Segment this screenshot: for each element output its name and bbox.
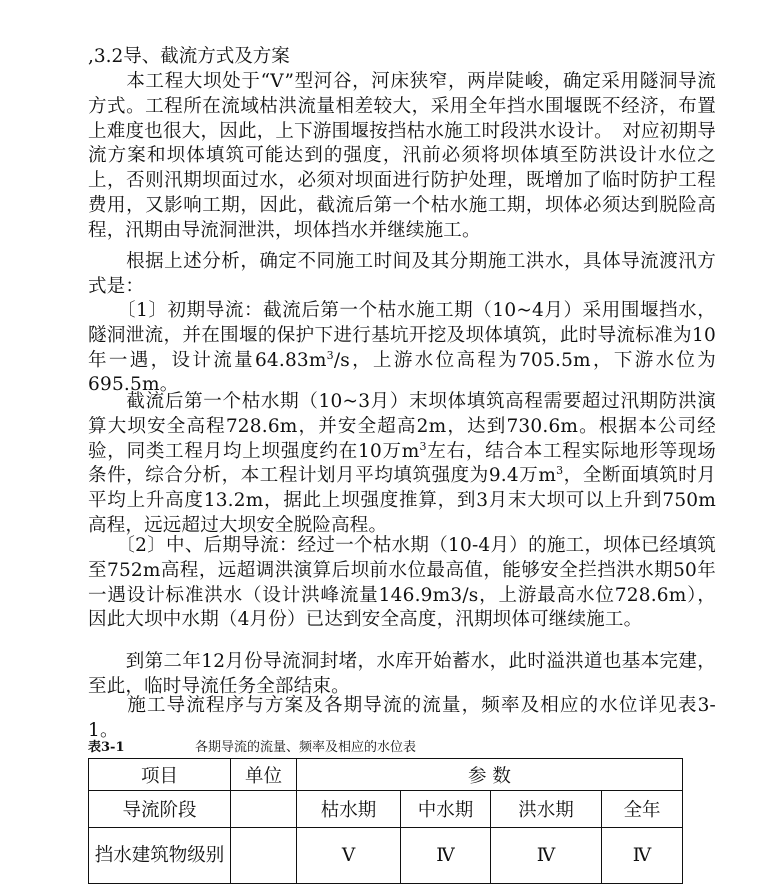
paragraph-table-reference: 施工导流程序与方案及各期导流的流量，频率及相应的水位详见表3-1。	[88, 695, 716, 741]
table-row	[89, 791, 683, 828]
row-unit	[231, 791, 297, 828]
cell-full-year: Ⅳ	[602, 828, 683, 884]
cell-mid-season: 中水期	[401, 791, 491, 828]
row-label: 导流阶段	[89, 791, 231, 828]
text-run: /s，上游水位高程为705.5m，下游水位为695.5m。	[88, 349, 716, 396]
paragraph-mid-late-diversion: 〔2〕中、后期导流：经过一个枯水期（10-4月）的施工，坝体已经填筑至752m高程，远超调洪演算后坝前水位最高值，能够安全拦挡洪水期50年一遇设计标准洪水（设计洪峰流量146.9m3/s，上游最高水位728.6m），因此大坝中水期（4月份）已达到安全高度，汛期坝体可继续施工。	[88, 535, 716, 631]
table-row	[89, 828, 683, 884]
row-label: 挡水建筑物级别	[89, 828, 231, 884]
text-run: 〔1〕初期导流：截流后第一个枯水施工期（10~4月）采用围堰挡水，隧洞泄流，并在围堰的保护下进行基坑开挖及坝体填筑，此时导流标准为10年一遇，设计流量64.83m	[88, 300, 716, 371]
text-run: ，全断面填筑时月平均上升高度13.2m，据此上坝强度推算，到3月末大坝可以上升到750m高程，远远超过大坝安全脱险高程。	[88, 465, 716, 536]
paragraph-fill-height	[88, 390, 716, 539]
row-unit	[231, 828, 297, 884]
superscript: 3	[419, 439, 427, 453]
section-heading: ,3.2导、截流方式及方案	[88, 46, 290, 67]
cell-full-year: 全年	[602, 791, 683, 828]
superscript: 3	[326, 348, 334, 362]
header-item: 项目	[89, 759, 231, 791]
table-caption	[88, 740, 688, 756]
cell-flood-season: 洪水期	[491, 791, 602, 828]
cell-dry-season: 枯水期	[297, 791, 401, 828]
cell-flood-season: Ⅳ	[491, 828, 602, 884]
paragraph-analysis: 根据上述分析，确定不同施工时间及其分期施工洪水，具体导流渡汛方式是：	[88, 251, 716, 297]
header-params: 参 数	[297, 759, 683, 791]
paragraph-closure: 到第二年12月份导流洞封堵，水库开始蓄水，此时溢洪道也基本完建，至此，临时导流任务全部结束。	[88, 651, 716, 697]
table-title: 各期导流的流量、频率及相应的水位表	[195, 740, 417, 755]
diversion-table	[88, 758, 683, 884]
cell-dry-season: Ⅴ	[297, 828, 401, 884]
table-header-row	[89, 759, 683, 791]
superscript: 3	[556, 464, 564, 478]
text-run: 左右，结合本工程实际地形等现场条件，综合分析，本工程计划月平均填筑强度为9.4万m	[88, 440, 716, 487]
text-run: 截流后第一个枯水期（10~3月）末坝体填筑高程需要超过汛期防洪演算大坝安全高程728.6m，并安全超高2m，达到730.6m。根据本公司经验，同类工程月均上坝强度约在10万m	[88, 391, 716, 462]
header-unit: 单位	[231, 759, 297, 791]
paragraph-diversion-method: 本工程大坝处于“V”型河谷，河床狭窄，两岸陡峻，确定采用隧洞导流方式。工程所在流域枯洪流量相差较大，采用全年挡水围堰既不经济，布置上难度也很大，因此，上下游围堰按挡枯水施工时段洪水设计。 对应初期导流方案和坝体填筑可能达到的强度，汛前必须将坝体填至防洪设计水位之上，否则汛期坝面过水，必须对坝面进行防护处理，既增加了临时防护工程费用，又影响工期，因此，截流后第一个枯水施工期，坝体必须达到脱险高程，汛期由导流洞泄洪，坝体挡水并继续施工。	[88, 71, 716, 241]
cell-mid-season: Ⅳ	[401, 828, 491, 884]
paragraph-initial-diversion	[88, 299, 716, 398]
table-number: 表3-1	[88, 740, 125, 755]
